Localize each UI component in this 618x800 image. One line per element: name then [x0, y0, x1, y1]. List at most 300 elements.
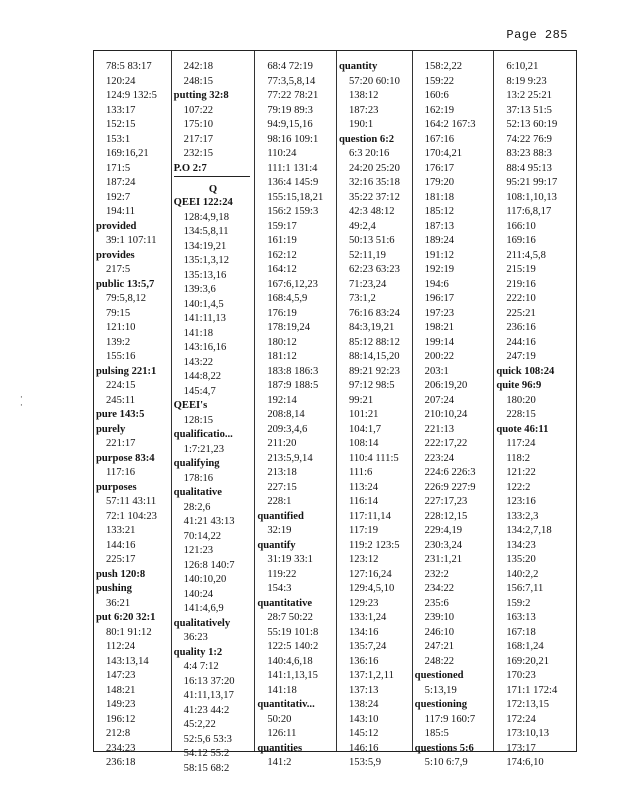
- index-reference: 191:12: [424, 249, 455, 261]
- index-reference: 143:10: [348, 713, 379, 725]
- index-reference: 117:16: [106, 467, 136, 478]
- index-reference: 113:24: [348, 481, 379, 493]
- index-reference: 49:2,4: [348, 220, 376, 232]
- index-reference: 192:19: [424, 264, 455, 275]
- index-reference: 171:1 172:4: [506, 684, 558, 696]
- index-reference: 123:12: [348, 554, 379, 565]
- index-reference: 232:2: [424, 568, 449, 580]
- index-reference: 117:24: [506, 438, 536, 449]
- index-reference: 235:6: [424, 597, 449, 609]
- index-column-4: [337, 51, 413, 768]
- index-reference: 196:12: [106, 713, 136, 725]
- index-reference: 161:19: [267, 235, 297, 246]
- margin-mark: ·: [20, 393, 23, 403]
- index-reference: 221:13: [424, 423, 455, 435]
- index-reference: 213:18: [267, 467, 297, 478]
- index-reference: 134:19,21: [183, 240, 227, 252]
- index-reference: 203:1: [424, 365, 449, 377]
- section-rule: [174, 176, 251, 181]
- index-reference: 242:18: [183, 61, 214, 72]
- index-reference: 31:19 33:1: [267, 554, 313, 565]
- index-reference: 232:15: [183, 148, 214, 159]
- index-reference: 211:4,5,8: [506, 249, 546, 261]
- index-reference: 117:6,8,17: [506, 206, 552, 217]
- index-reference: 162:12: [267, 249, 297, 261]
- index-reference: 215:19: [506, 264, 536, 275]
- index-reference: 135:1,3,12: [183, 255, 229, 266]
- index-reference: 194:11: [106, 206, 136, 217]
- index-reference: 222:10: [506, 293, 536, 304]
- index-reference: 146:16: [348, 742, 379, 754]
- index-reference: 169:20,21: [506, 655, 549, 667]
- index-reference: 228:12,15: [424, 510, 468, 522]
- index-reference: 245:11: [106, 394, 136, 406]
- index-reference: 217:17: [183, 133, 214, 145]
- index-reference: 227:17,23: [424, 496, 468, 507]
- index-reference: 143:13,14: [106, 655, 149, 667]
- index-reference: 133:21: [106, 525, 136, 536]
- index-reference: 159:2: [506, 597, 531, 609]
- index-headword: quite 96:9: [496, 380, 542, 391]
- index-reference: 137:1,2,11: [348, 670, 394, 681]
- index-reference: 144:16: [106, 539, 136, 551]
- index-reference: 122:5 140:2: [267, 641, 319, 652]
- index-headword: quick 108:24: [496, 365, 555, 377]
- index-reference: 206:19,20: [424, 380, 468, 391]
- index-reference: 32:16 35:18: [348, 177, 400, 188]
- index-reference: 138:24: [348, 699, 379, 710]
- index-reference: 176:17: [424, 162, 455, 174]
- index-reference: 148:21: [106, 684, 136, 696]
- index-reference: 128:15: [183, 414, 214, 426]
- index-reference: 187:23: [348, 104, 379, 116]
- index-reference: 89:21 92:23: [348, 365, 400, 377]
- index-reference: 41:23 44:2: [183, 704, 230, 716]
- index-headword: pushing: [96, 583, 132, 594]
- index-reference: 13:2 25:21: [506, 90, 552, 101]
- index-reference: 239:10: [424, 612, 455, 623]
- index-reference: 97:12 98:5: [348, 380, 395, 391]
- index-reference: 119:22: [267, 568, 297, 580]
- index-reference: 169:16: [506, 235, 536, 246]
- index-reference: 141:2: [267, 757, 292, 768]
- index-reference: 181:12: [267, 351, 297, 362]
- index-reference: 117:9 160:7: [424, 713, 476, 725]
- index-reference: 134:23: [506, 539, 536, 551]
- index-reference: 228:15: [506, 409, 536, 420]
- index-headword: qualitatively: [173, 617, 231, 629]
- index-reference: 172:13,15: [506, 699, 549, 710]
- index-reference: 6:3 20:16: [348, 148, 390, 159]
- index-reference: 168:4,5,9: [267, 293, 308, 304]
- index-reference: 133:1,24: [348, 612, 387, 623]
- index-reference: 39:1 107:11: [106, 235, 157, 246]
- index-reference: 163:13: [506, 612, 536, 623]
- index-table: [93, 50, 577, 774]
- index-reference: 207:24: [424, 394, 455, 406]
- index-reference: 94:9,15,16: [267, 119, 313, 130]
- index-reference: 52:11,19: [348, 249, 386, 261]
- index-reference: 110:4 111:5: [348, 452, 399, 464]
- index-headword: quantify: [257, 539, 296, 551]
- index-reference: 6:10,21: [506, 61, 539, 72]
- index-reference: 58:15 68:2: [183, 762, 230, 774]
- index-reference: 247:19: [506, 351, 536, 362]
- index-reference: 230:3,24: [424, 539, 463, 551]
- index-reference: 226:9 227:9: [424, 481, 476, 493]
- index-reference: 234:23: [106, 742, 136, 754]
- index-reference: 167:18: [506, 626, 536, 638]
- index-reference: 180:12: [267, 336, 297, 348]
- index-reference: 42:3 48:12: [348, 206, 395, 217]
- index-reference: 122:2: [506, 481, 531, 493]
- index-reference: 83:23 88:3: [506, 148, 552, 159]
- index-reference: 210:10,24: [424, 409, 468, 420]
- index-reference: 136:4 145:9: [267, 177, 319, 188]
- index-reference: 152:15: [106, 119, 136, 130]
- index-reference: 119:2 123:5: [348, 539, 400, 551]
- index-reference: 50:13 51:6: [348, 235, 395, 246]
- index-reference: 247:21: [424, 641, 455, 652]
- index-headword: quote 46:11: [496, 423, 549, 435]
- index-reference: 159:22: [424, 75, 455, 87]
- index-reference: 8:19 9:23: [506, 75, 547, 87]
- index-reference: 52:5,6 53:3: [183, 733, 232, 745]
- index-reference: 85:12 88:12: [348, 336, 400, 348]
- index-headword: quantities: [257, 742, 303, 754]
- index-reference: 162:19: [424, 104, 455, 116]
- index-reference: 145:12: [348, 728, 379, 739]
- index-reference: 128:4,9,18: [183, 211, 229, 223]
- index-reference: 234:22: [424, 583, 455, 594]
- index-headword: quantity: [338, 61, 378, 72]
- index-reference: 32:19: [267, 525, 292, 536]
- index-reference: 121:22: [506, 467, 536, 478]
- index-headword: quantitativ...: [257, 699, 315, 710]
- index-headword: quantified: [257, 510, 304, 522]
- index-headword: putting 32:8: [173, 90, 229, 101]
- index-reference: 79:5,8,12: [106, 293, 147, 304]
- index-reference: 221:17: [106, 438, 136, 449]
- index-reference: 37:13 51:5: [506, 104, 552, 116]
- index-reference: 153:1: [106, 133, 131, 145]
- index-headword: questioning: [414, 699, 468, 710]
- section-letter: Q: [208, 184, 218, 195]
- index-column-2: [172, 51, 256, 774]
- index-headword: questioned: [414, 670, 464, 681]
- index-reference: 140:10,20: [183, 574, 227, 585]
- index-reference: 199:14: [424, 336, 455, 348]
- index-reference: 173:10,13: [506, 728, 549, 739]
- index-reference: 57:11 43:11: [106, 496, 157, 507]
- index-reference: 121:10: [106, 322, 136, 333]
- index-reference: 126:11: [267, 728, 297, 739]
- index-reference: 5:13,19: [424, 684, 457, 696]
- index-reference: 141:4,6,9: [183, 603, 224, 614]
- index-reference: 212:8: [106, 728, 131, 739]
- index-reference: 54:12 55:2: [183, 748, 230, 759]
- index-reference: 134:2,7,18: [506, 525, 552, 536]
- index-reference: 183:8 186:3: [267, 365, 319, 377]
- index-reference: 117:19: [348, 525, 379, 536]
- index-reference: 167:16: [424, 133, 455, 145]
- index-reference: 4:4 7:12: [183, 661, 219, 672]
- margin-mark: ·: [20, 401, 23, 411]
- index-column-3: [255, 51, 337, 768]
- index-reference: 35:22 37:12: [348, 191, 400, 203]
- index-column-1: [94, 51, 172, 768]
- index-reference: 225:21: [506, 307, 536, 319]
- index-reference: 179:20: [424, 177, 455, 188]
- index-reference: 28:7 50:22: [267, 612, 313, 623]
- index-headword: purely: [96, 423, 126, 435]
- index-reference: 197:23: [424, 307, 455, 319]
- index-reference: 190:1: [348, 119, 374, 130]
- index-reference: 101:21: [348, 409, 379, 420]
- index-reference: 71:23,24: [348, 278, 387, 290]
- index-reference: 135:13,16: [183, 269, 227, 281]
- index-reference: 28:2,6: [183, 501, 211, 513]
- index-reference: 5:10 6:7,9: [424, 757, 468, 768]
- index-reference: 155:15,18,21: [267, 191, 324, 203]
- index-reference: 50:20: [267, 713, 292, 725]
- index-reference: 108:1,10,13: [506, 191, 557, 203]
- index-reference: 171:5: [106, 162, 131, 174]
- index-reference: 167:6,12,23: [267, 278, 318, 290]
- index-reference: 173:17: [506, 742, 536, 754]
- index-reference: 229:4,19: [424, 525, 463, 536]
- index-reference: 248:22: [424, 655, 455, 667]
- index-reference: 147:23: [106, 670, 136, 681]
- index-reference: 139:3,6: [183, 284, 216, 295]
- index-reference: 248:15: [183, 75, 214, 87]
- index-reference: 236:16: [506, 322, 536, 333]
- index-reference: 153:5,9: [348, 757, 382, 768]
- index-reference: 129:23: [348, 597, 379, 609]
- index-reference: 159:17: [267, 220, 297, 232]
- index-reference: 95:21 99:17: [506, 177, 558, 188]
- index-reference: 223:24: [424, 452, 455, 464]
- index-headword: put 6:20 32:1: [96, 612, 156, 623]
- index-headword: purposes: [96, 481, 137, 493]
- index-reference: 36:21: [106, 597, 131, 609]
- index-reference: 133:2,3: [506, 510, 539, 522]
- index-reference: 116:14: [348, 496, 379, 507]
- index-reference: 246:10: [424, 626, 455, 638]
- index-headword: questions 5:6: [414, 742, 474, 754]
- index-reference: 141:18: [183, 327, 214, 339]
- index-reference: 68:4 72:19: [267, 61, 313, 72]
- index-reference: 181:18: [424, 191, 455, 203]
- index-headword: provides: [96, 249, 135, 261]
- index-reference: 41:21 43:13: [183, 516, 235, 527]
- index-reference: 80:1 91:12: [106, 626, 152, 638]
- index-reference: 120:24: [106, 75, 136, 87]
- index-reference: 140:4,6,18: [267, 655, 313, 667]
- index-reference: 118:2: [506, 452, 531, 464]
- index-reference: 160:6: [424, 90, 449, 101]
- index-reference: 192:14: [267, 394, 297, 406]
- index-reference: 111:6: [348, 467, 373, 478]
- index-reference: 52:13 60:19: [506, 119, 558, 130]
- index-reference: 135:7,24: [348, 641, 387, 652]
- index-reference: 209:3,4,6: [267, 423, 308, 435]
- index-reference: 74:22 76:9: [506, 133, 552, 145]
- index-reference: 149:23: [106, 699, 136, 710]
- index-headword: pulsing 221:1: [96, 365, 157, 377]
- index-reference: 134:5,8,11: [183, 226, 229, 237]
- index-reference: 145:4,7: [183, 385, 216, 397]
- index-reference: 228:1: [267, 496, 292, 507]
- index-reference: 164:12: [267, 264, 297, 275]
- index-reference: 127:16,24: [348, 568, 392, 580]
- index-reference: 170:4,21: [424, 148, 463, 159]
- index-reference: 224:15: [106, 380, 136, 391]
- index-headword: QEEI 122:24: [173, 197, 233, 208]
- index-headword: quality 1:2: [173, 646, 223, 658]
- index-reference: 172:24: [506, 713, 536, 725]
- index-reference: 140:1,4,5: [183, 298, 224, 310]
- index-reference: 144:8,22: [183, 371, 222, 382]
- index-reference: 121:23: [183, 545, 214, 556]
- index-reference: 133:17: [106, 104, 136, 116]
- index-reference: 187:13: [424, 220, 455, 232]
- index-reference: 211:20: [267, 438, 297, 449]
- index-reference: 143:22: [183, 356, 214, 368]
- index-reference: 57:20 60:10: [348, 75, 400, 87]
- index-reference: 78:5 83:17: [106, 61, 152, 72]
- index-reference: 62:23 63:23: [348, 264, 400, 275]
- index-reference: 168:1,24: [506, 641, 544, 652]
- index-reference: 41:11,13,17: [183, 690, 234, 701]
- index-reference: 225:17: [106, 554, 136, 565]
- index-reference: 134:16: [348, 626, 379, 638]
- index-reference: 16:13 37:20: [183, 675, 235, 687]
- index-reference: 108:14: [348, 438, 379, 449]
- index-reference: 156:2 159:3: [267, 206, 319, 217]
- index-reference: 164:2 167:3: [424, 119, 476, 130]
- index-reference: 208:8,14: [267, 409, 305, 420]
- index-reference: 217:5: [106, 264, 131, 275]
- index-reference: 77:3,5,8,14: [267, 75, 316, 87]
- index-reference: 141:11,13: [183, 313, 226, 324]
- index-headword: purpose 83:4: [96, 452, 155, 464]
- index-reference: 140:24: [183, 588, 214, 600]
- index-reference: 117:11,14: [348, 510, 391, 522]
- index-reference: 189:24: [424, 235, 455, 246]
- index-reference: 107:22: [183, 104, 214, 116]
- index-reference: 88:14,15,20: [348, 351, 400, 362]
- index-reference: 169:16,21: [106, 148, 149, 159]
- index-reference: 76:16 83:24: [348, 307, 400, 319]
- index-reference: 156:7,11: [506, 583, 544, 594]
- index-reference: 198:21: [424, 322, 455, 333]
- index-reference: 70:14,22: [183, 530, 222, 542]
- index-reference: 187:9 188:5: [267, 380, 319, 391]
- index-headword: qualitative: [173, 487, 222, 498]
- index-reference: 55:19 101:8: [267, 626, 319, 638]
- index-reference: 126:8 140:7: [183, 559, 235, 571]
- index-reference: 45:2,22: [183, 719, 216, 730]
- index-reference: 178:16: [183, 472, 214, 484]
- index-reference: 137:13: [348, 684, 379, 696]
- index-reference: 227:15: [267, 481, 297, 493]
- index-reference: 1:7:21,23: [183, 443, 224, 455]
- index-reference: 175:10: [183, 119, 214, 130]
- index-reference: 154:3: [267, 583, 292, 594]
- index-reference: 236:18: [106, 757, 136, 768]
- index-reference: 166:10: [506, 220, 536, 232]
- index-headword: public 13:5,7: [96, 278, 155, 290]
- index-reference: 176:19: [267, 307, 297, 319]
- index-reference: 136:16: [348, 655, 379, 667]
- index-reference: 79:19 89:3: [267, 104, 313, 116]
- index-reference: 138:12: [348, 90, 379, 101]
- index-reference: 84:3,19,21: [348, 322, 395, 333]
- index-reference: 185:12: [424, 206, 455, 217]
- index-reference: 129:4,5,10: [348, 583, 395, 594]
- index-headword: quantitative: [257, 597, 313, 609]
- index-reference: 98:16 109:1: [267, 133, 319, 145]
- index-reference: 140:2,2: [506, 568, 539, 580]
- index-column-5: [413, 51, 495, 768]
- index-reference: 110:24: [267, 148, 297, 159]
- index-reference: 192:7: [106, 191, 131, 203]
- index-reference: 88:4 95:13: [506, 162, 552, 174]
- index-reference: 244:16: [506, 336, 536, 348]
- index-headword: qualifying: [173, 458, 220, 469]
- index-headword: qualificatio...: [173, 429, 233, 440]
- index-reference: 185:5: [424, 728, 449, 739]
- index-reference: 36:23: [183, 632, 208, 643]
- index-reference: 72:1 104:23: [106, 510, 157, 522]
- index-reference: 135:20: [506, 554, 536, 565]
- index-reference: 231:1,21: [424, 554, 463, 565]
- index-reference: 124:9 132:5: [106, 90, 157, 101]
- index-reference: 141:1,13,15: [267, 670, 318, 681]
- index-reference: 77:22 78:21: [267, 90, 319, 101]
- index-reference: 213:5,9,14: [267, 452, 313, 464]
- index-reference: 111:1 131:4: [267, 162, 318, 174]
- index-reference: 79:15: [106, 307, 131, 319]
- index-reference: 104:1,7: [348, 423, 382, 435]
- index-reference: 73:1,2: [348, 293, 376, 304]
- index-reference: 194:6: [424, 278, 449, 290]
- index-reference: 200:22: [424, 351, 455, 362]
- index-reference: 143:16,16: [183, 342, 227, 353]
- index-reference: 178:19,24: [267, 322, 310, 333]
- index-reference: 155:16: [106, 351, 136, 362]
- index-headword: P.O 2:7: [173, 162, 207, 174]
- index-reference: 141:18: [267, 684, 297, 696]
- index-reference: 123:16: [506, 496, 536, 507]
- index-reference: 99:21: [348, 394, 374, 406]
- index-reference: 174:6,10: [506, 757, 544, 768]
- index-reference: 196:17: [424, 293, 455, 304]
- page-number: Page 285: [506, 28, 568, 42]
- index-headword: pure 143:5: [96, 409, 145, 420]
- index-reference: 222:17,22: [424, 438, 468, 449]
- index-headword: question 6:2: [338, 133, 395, 145]
- index-reference: 180:20: [506, 394, 536, 406]
- index-headword: provided: [96, 220, 137, 232]
- index-reference: 24:20 25:20: [348, 162, 400, 174]
- index-reference: 170:23: [506, 670, 536, 681]
- index-reference: 187:24: [106, 177, 136, 188]
- index-reference: 139:2: [106, 336, 131, 348]
- index-headword: QEEI's: [173, 400, 208, 411]
- index-reference: 219:16: [506, 278, 536, 290]
